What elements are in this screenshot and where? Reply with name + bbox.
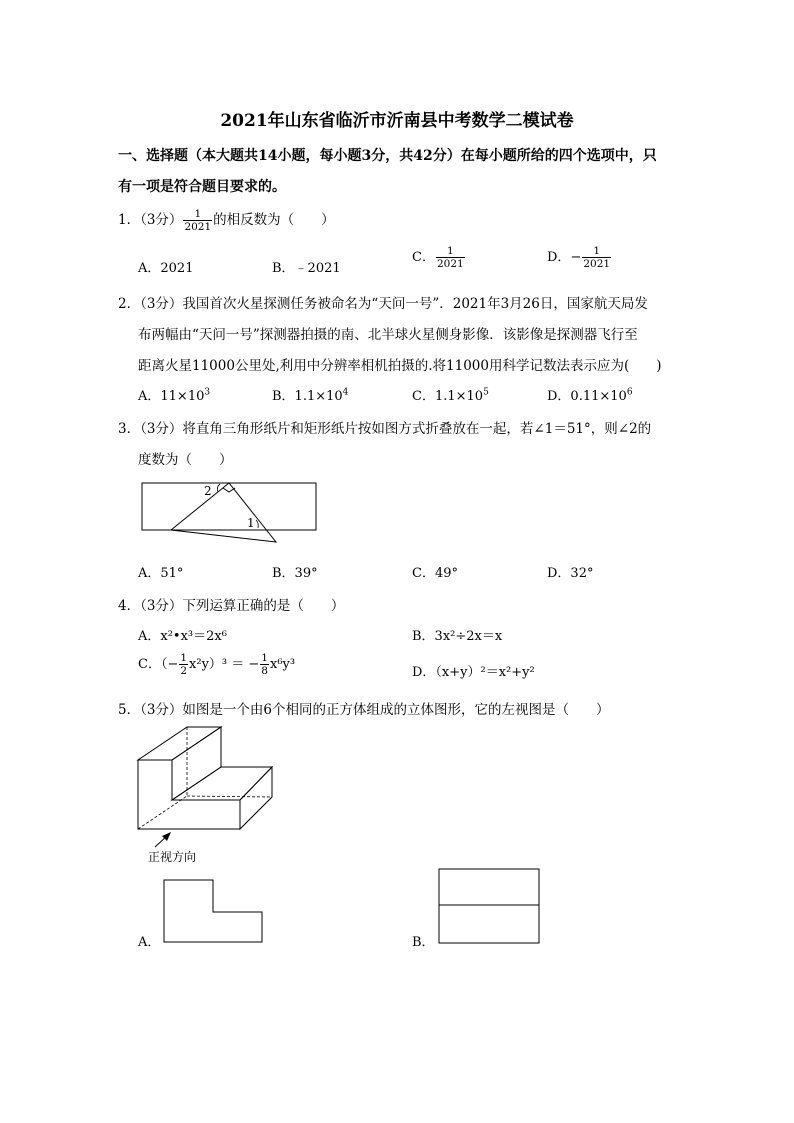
q2-option-c[interactable]: C．$1.1\times 10^5$ [412,387,489,404]
q1-option-a[interactable]: A．2021 [138,261,194,276]
q4-option-c[interactable]: C．（− $\frac{1}{2}$ x²y）³ ＝ − $\frac{1}{8}$ x⁶y³ [138,652,296,678]
q5-solid-figure [135,725,285,865]
q3-option-b[interactable]: B．39° [272,566,318,581]
q3-figure [140,480,320,546]
q2-option-a[interactable]: A．$11\times 10^3$ [138,387,211,404]
page-title: 2021年山东省临沂市沂南县中考数学二模试卷 [220,111,574,131]
q4-option-a[interactable]: A．x²•x³＝2x⁶ [138,629,227,644]
q1-score: （3分） [140,212,183,229]
q1-fraction: $\frac{1}{2021}$ [184,208,212,234]
angle-1-label: 1 [247,516,255,530]
q5-line1: 5．（3分）如图是一个由6个相同的正方体组成的立体图形，它的左视图是（ ） [118,702,610,718]
q3-line1: 3．（3分）将直角三角形纸片和矩形纸片按如图方式折叠放在一起，若∠1＝51°，则∠2的 [118,421,652,437]
q5-option-a-label[interactable]: A． [138,935,161,950]
q5-option-b-label[interactable]: B． [412,935,435,950]
q3-option-c[interactable]: C．49° [412,566,458,581]
q5-option-a-figure[interactable] [163,879,263,943]
q1-option-d[interactable]: D．− $\frac{1}{2021}$ [547,245,611,271]
rectangle-paper [142,483,316,530]
q2-option-d[interactable]: D．$0.11\times 10^6$ [547,387,633,404]
q1-option-c[interactable]: C． $\frac{1}{2021}$ [412,245,464,271]
q1-option-b[interactable]: B．﹣2021 [272,261,341,276]
q3-option-d[interactable]: D．32° [547,566,594,581]
q3-option-a[interactable]: A．51° [138,566,184,581]
q3-line2: 度数为（ ） [138,452,233,468]
q2-line1: 2．（3分）我国首次火星探测任务被命名为“天问一号”．2021年3月26日，国家航天局发 [118,296,648,312]
q2-line3: 距离火星11000公里处,利用中分辨率相机拍摄的.将11000用科学记数法表示应为( ) [138,358,662,374]
question-1 [118,208,335,233]
q4-option-d[interactable]: D．（x+y）²＝x²+y² [412,665,535,680]
q1-number: 1． [118,212,141,229]
q2-option-b[interactable]: B．$1.1\times 10^4$ [272,387,349,404]
section-heading-line1: 一、选择题（本大题共14小题，每小题3分，共42分）在每小题所给的四个选项中，只 [118,148,657,164]
q4-line1: 4．（3分）下列运算正确的是（ ） [118,598,345,614]
q2-line2: 布两幅由“天问一号”探测器拍摄的南、北半球火星侧身影像．该影像是探测器飞行至 [138,327,638,343]
angle-1-arc [256,520,258,528]
right-angle-mark [223,488,235,492]
angle-2-label: 2 [204,484,212,498]
triangle-paper [171,483,276,542]
section-heading-line2: 有一项是符合题目要求的。 [118,179,286,195]
q5-view-direction-caption: 正视方向 [148,850,197,864]
q1-text: 的相反数为（ ） [213,212,335,229]
q4-option-b[interactable]: B．3x²÷2x＝x [412,629,503,644]
q5-option-b-figure[interactable] [438,868,540,944]
